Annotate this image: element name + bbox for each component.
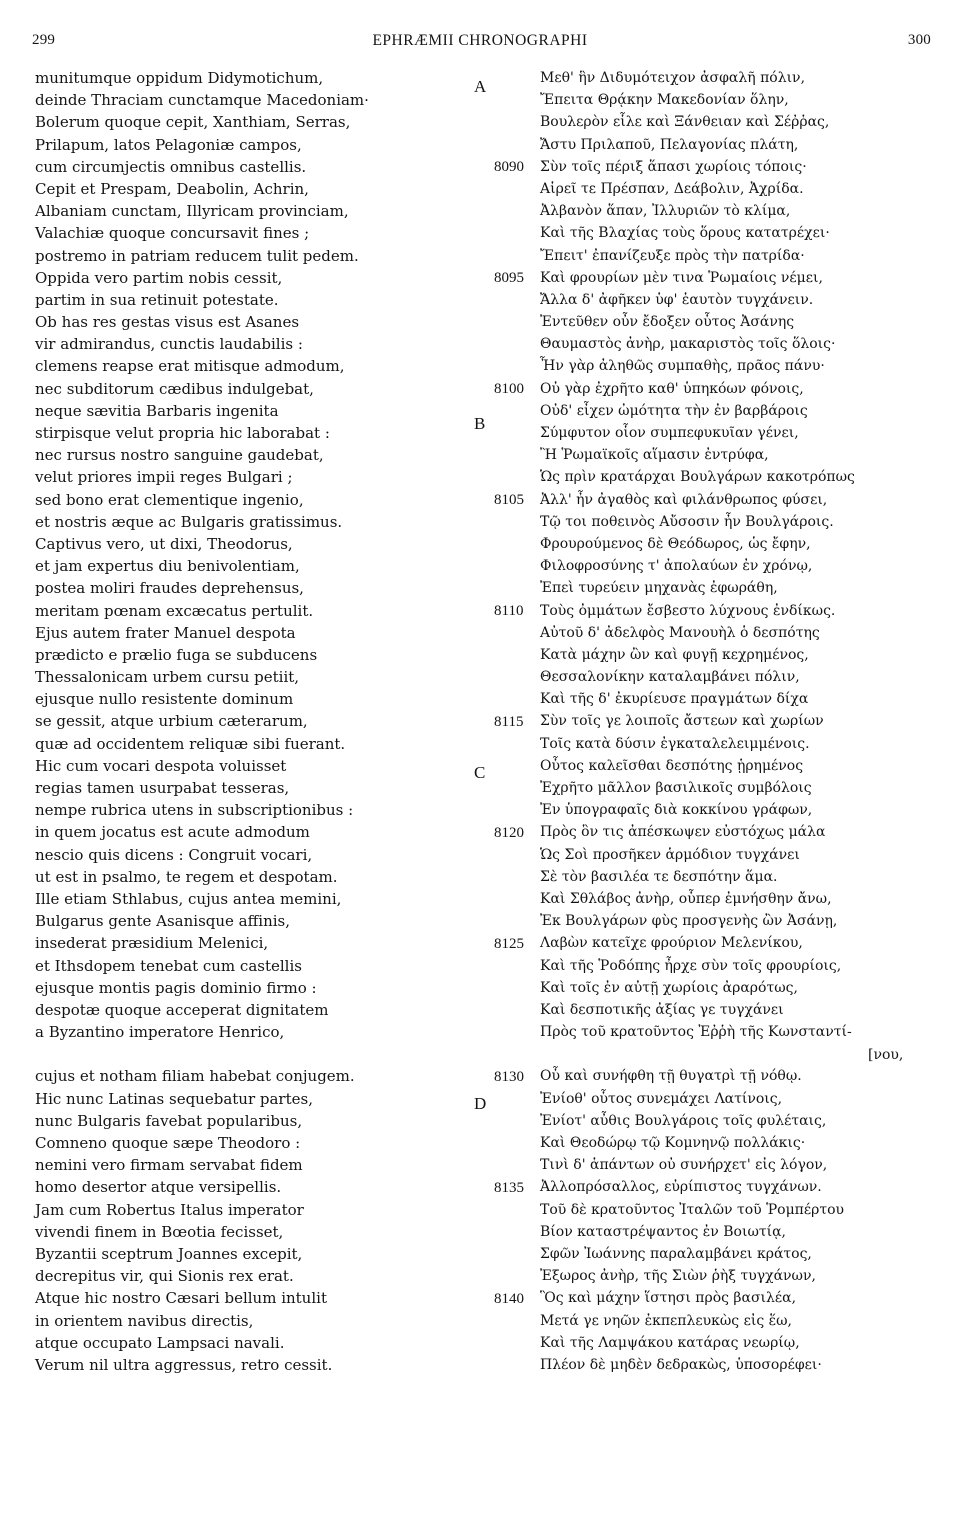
latin-line: [35, 1043, 465, 1065]
latin-line: munitumque oppidum Didymotichum,: [35, 69, 324, 87]
margin-letter: B: [474, 414, 486, 434]
greek-line: Ἐξωρος ἀνὴρ, τῆς Σιὼν ῥὴξ τυγχάνων,: [540, 1268, 816, 1285]
greek-line: Ἄστυ Πριλαποῦ, Πελαγονίας πλάτη,: [540, 136, 799, 153]
running-title: EPHRÆMII CHRONOGRAPHI: [372, 32, 588, 49]
greek-line: Τοὺς ὀμμάτων ἔσβεστο λύχνους ἐνδίκως.: [540, 602, 836, 619]
latin-line: ejusque montis pagis dominio firmo :: [35, 978, 317, 997]
line-number: 8110: [494, 602, 524, 619]
greek-line: Οὐδ' εἶχεν ὠμότητα τὴν ἐν βαρβάροις: [540, 402, 808, 419]
latin-line: decrepitus vir, qui Sionis rex erat.: [35, 1267, 294, 1286]
latin-line: neque sævitia Barbaris ingenita: [35, 401, 279, 420]
greek-line: Μεθ' ἣν Διδυμότειχον ἀσφαλῆ πόλιν,: [540, 70, 806, 86]
latin-line: Valachiæ quoque concursavit fines ;: [35, 224, 310, 243]
greek-line: Καὶ Θεοδώρῳ τῷ Κομνηνῷ πολλάκις·: [540, 1135, 806, 1151]
greek-line: Καὶ τῆς δ' ἐκυρίευσε πραγμάτων δίχα: [540, 691, 809, 708]
greek-line: Καὶ τῆς Ῥοδόπης ἦρχε σὺν τοῖς φρουρίοις,: [540, 957, 842, 974]
greek-line: Καὶ τοῖς ἐν αὐτῇ χωρίοις ἀραρότως,: [540, 979, 798, 996]
latin-line: Bolerum quoque cepit, Xanthiam, Serras,: [35, 113, 351, 132]
latin-line: et jam expertus diu benivolentiam,: [35, 557, 300, 576]
greek-line: Ὃς καὶ μάχην ἵστησι πρὸς βασιλέα,: [540, 1290, 797, 1307]
greek-line: Ἐπεὶ τυρεύειν μηχανὰς ἐφωράθη,: [540, 580, 778, 597]
latin-line: homo desertor atque versipellis.: [35, 1178, 282, 1197]
greek-line: Καὶ δεσποτικῆς ἀξίας γε τυγχάνει: [540, 1001, 784, 1018]
latin-line: cum circumjectis omnibus castellis.: [35, 157, 307, 176]
latin-line: Ille etiam Sthlabus, cujus antea memini,: [35, 889, 342, 908]
latin-line: nescio quis dicens : Congruit vocari,: [35, 845, 313, 864]
latin-line: quæ ad occidentem reliquæ sibi fuerant.: [35, 734, 346, 753]
page-number-left: 299: [32, 32, 56, 48]
greek-line: Ἦν γὰρ ἀληθῶς συμπαθὴς, πρᾶος πάνυ·: [540, 358, 825, 375]
greek-line: Βουλερὸν εἷλε καὶ Ξάνθειαν καὶ Σέῤῥας,: [540, 114, 830, 131]
latin-line: Atque hic nostro Cæsari bellum intulit: [35, 1289, 327, 1308]
greek-line: Ὡς πρὶν κρατάρχαι Βουλγάρων κακοτρόπως: [540, 469, 855, 486]
greek-line: Βίον καταστρέψαντος ἐν Βοιωτίᾳ,: [540, 1223, 786, 1240]
latin-line: cujus et notham filiam habebat conjugem.: [35, 1067, 355, 1086]
greek-line: Φιλοφροσύνης τ' ἀπολαύων ἐν χρόνῳ,: [540, 558, 813, 575]
greek-line: Σφῶν Ἰωάννης παραλαμβάνει κράτος,: [540, 1245, 812, 1262]
greek-line: Ἐντεῦθεν οὖν ἔδοξεν οὗτος Ἀσάνης: [540, 314, 795, 331]
latin-line: partim in sua retinuit potestate.: [35, 290, 279, 309]
greek-line: Καὶ τῆς Βλαχίας τοὺς ὅρους κατατρέχει·: [540, 225, 830, 242]
latin-line: velut priores impii reges Bulgari ;: [35, 468, 293, 487]
greek-line: Ὡς Σοὶ προσῆκεν ἁρμόδιον τυγχάνει: [540, 846, 800, 863]
latin-line: meritam pœnam excæcatus pertulit.: [35, 601, 314, 620]
latin-line: nec rursus nostro sanguine gaudebat,: [35, 446, 324, 465]
greek-line: Τῷ τοι ποθεινὸς Αὔσοσιν ἦν Βουλγάροις.: [540, 513, 834, 530]
latin-line: ejusque nullo resistente dominum: [35, 690, 294, 709]
latin-line: Jam cum Robertus Italus imperator: [35, 1200, 304, 1219]
greek-line: Τοῖς κατὰ δύσιν ἐγκαταλελειμμένοις.: [540, 735, 810, 752]
latin-line: a Byzantino imperatore Henrico,: [35, 1023, 285, 1042]
greek-line: Λαβὼν κατεῖχε φρούριον Μελενίκου,: [540, 935, 803, 952]
greek-line: Καὶ Σθλάβος ἀνὴρ, οὗπερ ἐμνήσθην ἄνω,: [540, 890, 832, 907]
latin-line: insederat præsidium Melenici,: [35, 934, 269, 953]
line-number: 8090: [494, 158, 524, 175]
latin-line: atque occupato Lampsaci navali.: [35, 1333, 285, 1352]
greek-line: Οὗ καὶ συνήφθη τῇ θυγατρὶ τῇ νόθῳ.: [540, 1068, 802, 1085]
greek-line: Ἐν ὑπογραφαῖς διὰ κοκκίνου γράφων,: [540, 802, 813, 819]
latin-line: et nostris æque ac Bulgaris gratissimus.: [35, 512, 343, 531]
latin-line: et Ithsdopem tenebat cum castellis: [35, 956, 302, 975]
latin-line: Ob has res gestas visus est Asanes: [35, 313, 300, 332]
line-number: 8135: [494, 1180, 524, 1196]
latin-line: Cepit et Prespam, Deabolin, Achrin,: [35, 179, 309, 198]
latin-line: in quem jocatus est acute admodum: [35, 823, 310, 842]
latin-line: regias tamen usurpabat tesseras,: [35, 779, 290, 797]
latin-line: despotæ quoque acceperat dignitatem: [35, 1000, 329, 1019]
greek-line: Ἄλλα δ' ἀφῆκεν ὑφ' ἑαυτὸν τυγχάνειν.: [540, 291, 814, 308]
greek-line: Κατὰ μάχην ὢν καὶ φυγῇ κεχρημένος,: [540, 646, 809, 663]
greek-line: Πρὸς τοῦ κρατοῦντος Ἐῤῥὴ τῆς Κωνσταντί-: [540, 1024, 852, 1041]
greek-line: Καὶ φρουρίων μὲν τινα Ῥωμαίοις νέμει,: [540, 269, 823, 286]
greek-line: Ἔπειτα Θρᾴκην Μακεδονίαν ὅλην,: [540, 92, 789, 109]
latin-translation-column: [35, 67, 465, 1376]
line-number: 8125: [494, 935, 524, 952]
greek-line: Ἐνίοτ' αὖθις Βουλγάροις τοῖς φυλέταις,: [540, 1112, 827, 1129]
latin-line: se gessit, atque urbium cæterarum,: [35, 712, 308, 731]
greek-line: Ἔπειτ' ἐπανίζευξε πρὸς τὴν πατρίδα·: [540, 247, 805, 264]
greek-line: Καὶ τῆς Λαμψάκου κατάρας νεωρίῳ,: [540, 1334, 800, 1351]
greek-line: Οὐ γὰρ ἐχρῆτο καθ' ὑπηκόων φόνοις,: [540, 380, 804, 397]
greek-line: Ἀλλοπρόσαλλος, εὐρίπιστος τυγχάνων.: [540, 1179, 822, 1196]
greek-line: Σὺν τοῖς γε λοιποῖς ἄστεων καὶ χωρίων: [540, 713, 824, 730]
latin-line: Bulgarus gente Asanisque affinis,: [35, 912, 290, 931]
greek-line: Τοῦ δὲ κρατοῦντος Ἰταλῶν τοῦ Ῥομπέρτου: [540, 1201, 845, 1218]
greek-line-continuation: [νου,: [868, 1046, 904, 1063]
line-number: 8115: [494, 713, 524, 730]
line-number: 8105: [494, 491, 524, 508]
greek-line: Θαυμαστὸς ἀνὴρ, μακαριστὸς τοῖς ὅλοις·: [540, 336, 836, 353]
greek-line: Σύμφυτον οἷον συμπεφυκυῖαν γένει,: [540, 425, 799, 441]
latin-line: prædicto e prælio fuga se subducens: [35, 645, 318, 664]
latin-line: clemens reapse erat mitisque admodum,: [35, 357, 345, 376]
greek-line: Ἐνίοθ' οὗτος συνεμάχει Λατίνοις,: [540, 1090, 783, 1107]
line-number: 8100: [494, 380, 524, 397]
line-number: 8120: [494, 824, 524, 841]
page-number-right: 300: [907, 32, 931, 48]
latin-line: Hic nunc Latinas sequebatur partes,: [35, 1089, 313, 1108]
greek-line: Ἀλβανὸν ἅπαν, Ἰλλυριῶν τὸ κλίμα,: [540, 203, 791, 220]
latin-line: stirpisque velut propria hic laborabat :: [35, 424, 330, 442]
latin-line: in orientem navibus directis,: [35, 1311, 254, 1330]
greek-line: Μετά γε νηῶν ἐκπεπλευκὼς εἰς ἕω,: [540, 1312, 793, 1329]
greek-line: Σὲ τὸν βασιλέα τε δεσπότην ἅμα.: [540, 868, 778, 885]
margin-letter: C: [474, 762, 486, 782]
greek-line: Αὐτοῦ δ' ἀδελφὸς Μανουὴλ ὁ δεσπότης: [540, 624, 820, 641]
latin-line: Oppida vero partim nobis cessit,: [35, 268, 283, 287]
latin-line: nunc Bulgaris favebat popularibus,: [35, 1111, 303, 1130]
line-number: 8130: [494, 1069, 524, 1085]
greek-line: Πλέον δὲ μηδὲν δεδρακὼς, ὑποσορέφει·: [540, 1356, 822, 1373]
latin-line: nemini vero firmam servabat fidem: [35, 1156, 303, 1175]
greek-line: Σὺν τοῖς πέριξ ἅπασι χωρίοις τόποις·: [540, 158, 807, 175]
greek-line: Πρὸς ὃν τις ἀπέσκωψεν εὐστόχως μάλα: [540, 824, 826, 841]
greek-line: Οὗτος καλεῖσθαι δεσπότης ᾑρημένος: [540, 757, 804, 774]
line-number: 8095: [494, 269, 524, 286]
greek-line: Ἐκ Βουλγάρων φὺς προσγενὴς ὢν Ἀσάνῃ,: [540, 913, 838, 930]
greek-line: Θεσσαλονίκην καταλαμβάνει πόλιν,: [540, 669, 800, 686]
latin-line: deinde Thraciam cunctamque Macedoniam·: [35, 91, 369, 110]
margin-letter: A: [474, 76, 487, 96]
latin-line: Thessalonicam urbem cursu petiit,: [35, 668, 300, 687]
latin-line: nempe rubrica utens in subscriptionibus :: [35, 801, 354, 820]
latin-line: Prilapum, latos Pelagoniæ campos,: [35, 135, 302, 154]
greek-line: Τινὶ δ' ἁπάντων οὐ συνήρχετ' εἰς λόγον,: [540, 1157, 828, 1174]
latin-line: postea moliri fraudes deprehensus,: [35, 579, 304, 598]
greek-text-column: [540, 67, 950, 1376]
latin-line: Ejus autem frater Manuel despota: [35, 623, 296, 642]
greek-line: Αἱρεῖ τε Πρέσπαν, Δεάβολιν, Ἀχρίδα.: [540, 180, 804, 197]
greek-line: Ἐχρῆτο μᾶλλον βασιλικοῖς συμβόλοις: [540, 780, 812, 796]
latin-line: nec subditorum cædibus indulgebat,: [35, 379, 314, 398]
latin-line: sed bono erat clementique ingenio,: [35, 490, 304, 509]
latin-line: postremo in patriam reducem tulit pedem.: [35, 246, 359, 265]
margin-letter: D: [474, 1093, 487, 1113]
latin-line: Byzantii sceptrum Joannes excepit,: [35, 1244, 303, 1263]
latin-line: Captivus vero, ut dixi, Theodorus,: [35, 534, 293, 553]
latin-line: ut est in psalmo, te regem et despotam.: [35, 867, 338, 886]
greek-line: Ἢ Ῥωμαϊκοῖς αἵμασιν ἐντρύφα,: [540, 447, 769, 464]
latin-line: Hic cum vocari despota voluisset: [35, 756, 287, 775]
latin-line: Comneno quoque sæpe Theodoro :: [35, 1134, 301, 1152]
line-number: 8140: [494, 1291, 524, 1307]
latin-line: vir admirandus, cunctis laudabilis :: [35, 335, 303, 354]
greek-line: Ἀλλ' ἦν ἀγαθὸς καὶ φιλάνθρωπος φύσει,: [540, 491, 828, 508]
latin-line: vivendi finem in Bœotia fecisset,: [35, 1222, 284, 1241]
latin-line: Albaniam cunctam, Illyricam provinciam,: [35, 202, 349, 221]
greek-line: Φρουρούμενος δὲ Θεόδωρος, ὡς ἔφην,: [540, 535, 811, 552]
latin-line: Verum nil ultra aggressus, retro cessit.: [35, 1355, 333, 1374]
